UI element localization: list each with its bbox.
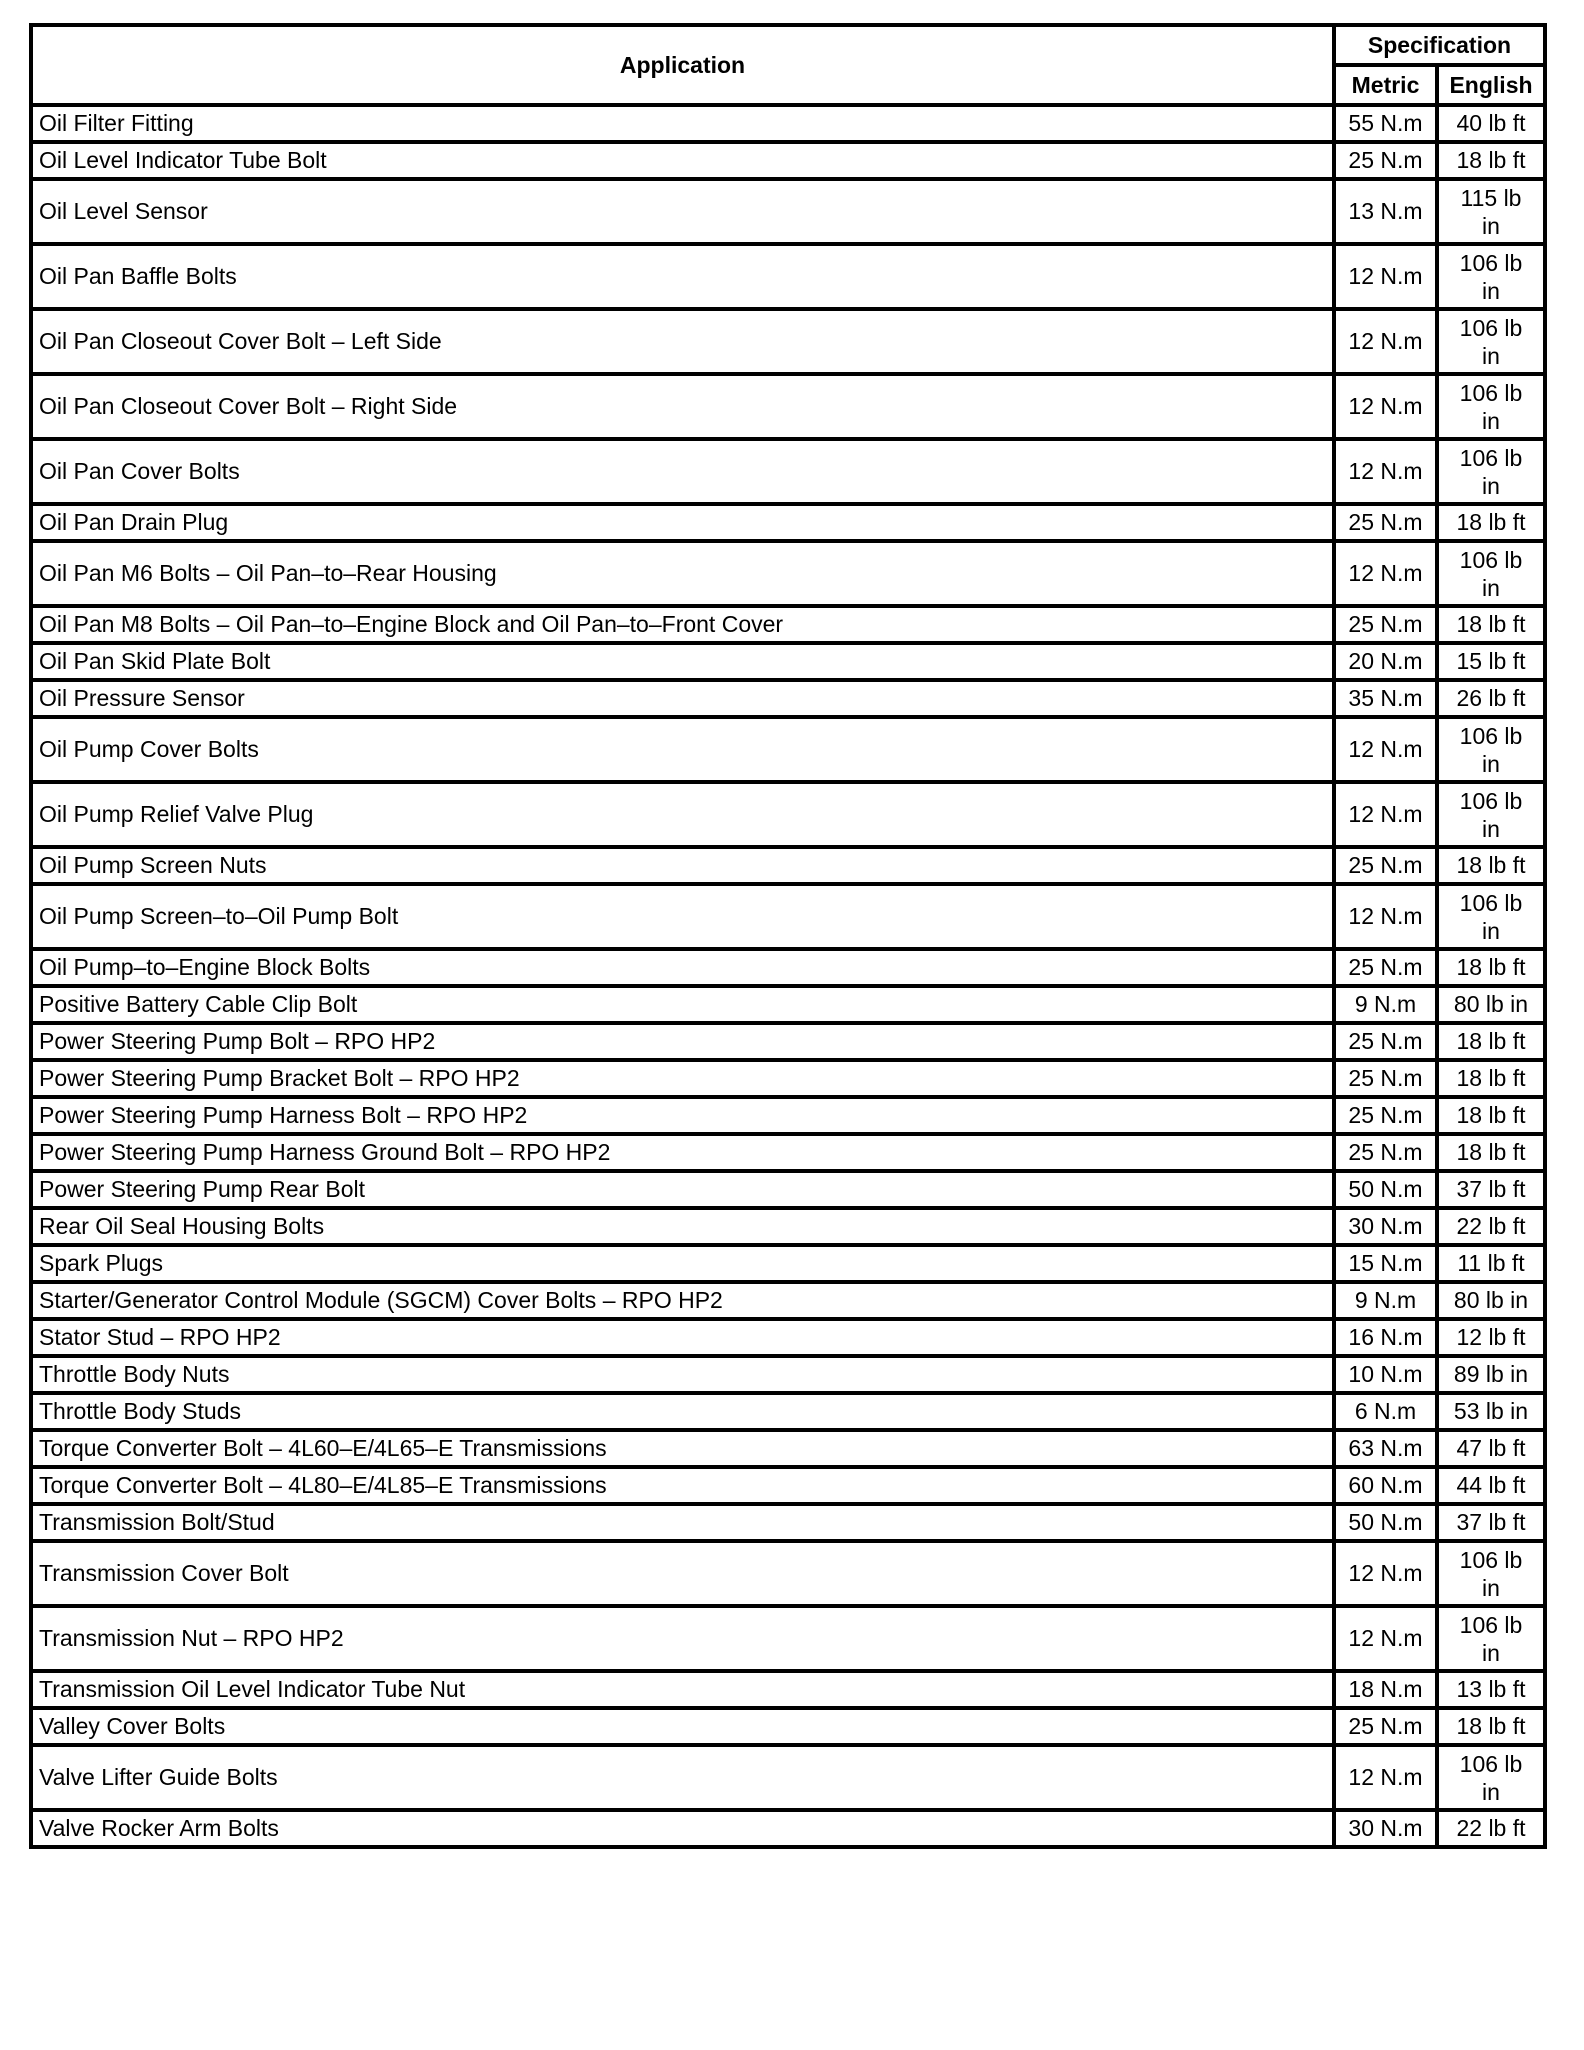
header-metric: Metric	[1334, 65, 1437, 105]
cell-text: 12 N.m	[1348, 560, 1423, 586]
torque-spec-table	[29, 23, 1547, 1849]
cell-text: 55 N.m	[1348, 110, 1423, 136]
cell-application	[31, 179, 1334, 244]
table-row	[31, 1671, 1545, 1708]
cell-text: Power Steering Pump Harness Bolt – RPO HP2	[39, 1102, 528, 1128]
cell-application	[31, 1023, 1334, 1060]
cell-text: 47 lb ft	[1456, 1435, 1526, 1461]
cell-application	[31, 717, 1334, 782]
cell-text: 25 N.m	[1348, 509, 1423, 535]
cell-english	[1437, 1208, 1545, 1245]
cell-application	[31, 1319, 1334, 1356]
cell-text: Transmission Cover Bolt	[39, 1560, 289, 1586]
cell-text: Valve Rocker Arm Bolts	[39, 1815, 279, 1841]
cell-text: 106 lb in	[1459, 1611, 1523, 1666]
cell-application	[31, 1467, 1334, 1504]
cell-text: Oil Pump Screen–to–Oil Pump Bolt	[39, 903, 399, 929]
cell-text: 30 N.m	[1348, 1815, 1423, 1841]
cell-metric	[1334, 504, 1437, 541]
cell-metric	[1334, 986, 1437, 1023]
cell-text: 12 N.m	[1348, 1625, 1423, 1651]
table-body	[31, 105, 1545, 1847]
cell-english	[1437, 1393, 1545, 1430]
cell-text: 40 lb ft	[1456, 110, 1526, 136]
cell-application	[31, 1708, 1334, 1745]
header-english: English	[1437, 65, 1545, 105]
table-row	[31, 1097, 1545, 1134]
cell-metric	[1334, 847, 1437, 884]
cell-metric	[1334, 541, 1437, 606]
cell-application	[31, 1430, 1334, 1467]
cell-application	[31, 1810, 1334, 1847]
cell-metric	[1334, 1430, 1437, 1467]
cell-metric	[1334, 606, 1437, 643]
table-row	[31, 717, 1545, 782]
cell-text: 106 lb in	[1459, 722, 1523, 777]
table-row	[31, 1208, 1545, 1245]
cell-metric	[1334, 1134, 1437, 1171]
table-row	[31, 1023, 1545, 1060]
cell-metric	[1334, 1745, 1437, 1810]
cell-text: 11 lb ft	[1457, 1250, 1525, 1276]
cell-application	[31, 439, 1334, 504]
cell-text: 106 lb in	[1459, 889, 1523, 944]
cell-english	[1437, 439, 1545, 504]
cell-metric	[1334, 1319, 1437, 1356]
table-row	[31, 1745, 1545, 1810]
cell-english	[1437, 606, 1545, 643]
cell-english	[1437, 1282, 1545, 1319]
cell-metric	[1334, 1393, 1437, 1430]
cell-english	[1437, 244, 1545, 309]
cell-text: 80 lb in	[1453, 1287, 1529, 1313]
cell-text: Torque Converter Bolt – 4L60–E/4L65–E Transmissions	[39, 1435, 607, 1461]
table-row	[31, 309, 1545, 374]
table-row	[31, 949, 1545, 986]
cell-metric	[1334, 105, 1437, 142]
table-row	[31, 244, 1545, 309]
cell-text: 106 lb in	[1459, 249, 1523, 304]
cell-application	[31, 105, 1334, 142]
cell-text: 18 lb ft	[1456, 147, 1526, 173]
cell-english	[1437, 1356, 1545, 1393]
cell-text: 18 lb ft	[1456, 954, 1526, 980]
cell-english	[1437, 504, 1545, 541]
cell-text: Throttle Body Studs	[39, 1398, 241, 1424]
cell-text: Power Steering Pump Harness Ground Bolt – RPO HP2	[39, 1139, 611, 1165]
cell-metric	[1334, 680, 1437, 717]
cell-text: 22 lb ft	[1456, 1213, 1526, 1239]
table-row	[31, 1504, 1545, 1541]
cell-metric	[1334, 643, 1437, 680]
cell-application	[31, 847, 1334, 884]
cell-metric	[1334, 782, 1437, 847]
cell-text: 15 lb ft	[1456, 648, 1526, 674]
table-row	[31, 541, 1545, 606]
table-row	[31, 606, 1545, 643]
cell-text: Oil Level Indicator Tube Bolt	[39, 147, 327, 173]
cell-text: 12 N.m	[1348, 328, 1423, 354]
cell-english	[1437, 1467, 1545, 1504]
cell-application	[31, 884, 1334, 949]
cell-english	[1437, 949, 1545, 986]
cell-application	[31, 1606, 1334, 1671]
cell-english	[1437, 142, 1545, 179]
cell-application	[31, 374, 1334, 439]
cell-text: 25 N.m	[1348, 1139, 1423, 1165]
table-row	[31, 680, 1545, 717]
cell-metric	[1334, 1810, 1437, 1847]
cell-text: Power Steering Pump Rear Bolt	[39, 1176, 365, 1202]
cell-metric	[1334, 1671, 1437, 1708]
cell-text: Oil Pan Cover Bolts	[39, 458, 240, 484]
table-row	[31, 1282, 1545, 1319]
table-row	[31, 1171, 1545, 1208]
cell-application	[31, 244, 1334, 309]
cell-text: Oil Pan M6 Bolts – Oil Pan–to–Rear Housing	[39, 560, 497, 586]
cell-text: 12 N.m	[1348, 1560, 1423, 1586]
cell-english	[1437, 643, 1545, 680]
cell-text: 10 N.m	[1348, 1361, 1423, 1387]
cell-text: Throttle Body Nuts	[39, 1361, 230, 1387]
cell-text: 60 N.m	[1348, 1472, 1423, 1498]
cell-text: 25 N.m	[1348, 1713, 1423, 1739]
cell-text: 16 N.m	[1348, 1324, 1423, 1350]
cell-text: 25 N.m	[1348, 611, 1423, 637]
cell-text: Oil Pump Cover Bolts	[39, 736, 259, 762]
cell-text: 106 lb in	[1459, 546, 1523, 601]
cell-text: 13 N.m	[1348, 198, 1423, 224]
cell-text: Transmission Oil Level Indicator Tube Nut	[39, 1676, 466, 1702]
cell-application	[31, 606, 1334, 643]
cell-english	[1437, 782, 1545, 847]
cell-text: Oil Pressure Sensor	[39, 685, 245, 711]
table-row	[31, 374, 1545, 439]
cell-english	[1437, 374, 1545, 439]
cell-text: Oil Pump Relief Valve Plug	[39, 801, 314, 827]
table-row	[31, 1134, 1545, 1171]
cell-text: 12 N.m	[1348, 801, 1423, 827]
cell-text: 106 lb in	[1459, 787, 1523, 842]
cell-text: Oil Pan Drain Plug	[39, 509, 229, 535]
cell-metric	[1334, 1504, 1437, 1541]
cell-application	[31, 1245, 1334, 1282]
cell-english	[1437, 541, 1545, 606]
cell-text: Oil Filter Fitting	[39, 110, 194, 136]
table-row	[31, 179, 1545, 244]
cell-english	[1437, 1606, 1545, 1671]
cell-application	[31, 1097, 1334, 1134]
cell-english	[1437, 1097, 1545, 1134]
cell-metric	[1334, 1097, 1437, 1134]
cell-metric	[1334, 1282, 1437, 1319]
cell-text: 12 lb ft	[1456, 1324, 1526, 1350]
cell-application	[31, 1208, 1334, 1245]
table-row	[31, 1356, 1545, 1393]
cell-application	[31, 1134, 1334, 1171]
cell-application	[31, 1541, 1334, 1606]
cell-metric	[1334, 1467, 1437, 1504]
cell-text: 18 lb ft	[1456, 509, 1526, 535]
cell-text: 13 lb ft	[1456, 1676, 1526, 1702]
cell-application	[31, 643, 1334, 680]
cell-text: 15 N.m	[1348, 1250, 1423, 1276]
cell-english	[1437, 179, 1545, 244]
cell-english	[1437, 1810, 1545, 1847]
cell-english	[1437, 309, 1545, 374]
table-row	[31, 1708, 1545, 1745]
cell-metric	[1334, 1541, 1437, 1606]
cell-english	[1437, 986, 1545, 1023]
cell-metric	[1334, 244, 1437, 309]
cell-text: 12 N.m	[1348, 263, 1423, 289]
cell-text: Oil Pump Screen Nuts	[39, 852, 267, 878]
cell-text: Transmission Bolt/Stud	[39, 1509, 275, 1535]
cell-text: 26 lb ft	[1456, 685, 1526, 711]
header-specification: Specification	[1334, 25, 1545, 65]
cell-text: Spark Plugs	[39, 1250, 164, 1276]
table-row	[31, 1430, 1545, 1467]
cell-application	[31, 1671, 1334, 1708]
cell-text: Stator Stud – RPO HP2	[39, 1324, 281, 1350]
cell-text: 106 lb in	[1459, 1546, 1523, 1601]
cell-text: 30 N.m	[1348, 1213, 1423, 1239]
cell-metric	[1334, 309, 1437, 374]
cell-metric	[1334, 439, 1437, 504]
table-row	[31, 504, 1545, 541]
cell-text: 50 N.m	[1348, 1176, 1423, 1202]
cell-text: 12 N.m	[1348, 903, 1423, 929]
cell-text: Oil Pump–to–Engine Block Bolts	[39, 954, 371, 980]
cell-text: 20 N.m	[1348, 648, 1423, 674]
cell-text: 6 N.m	[1354, 1398, 1417, 1424]
header-application: Application	[31, 25, 1334, 105]
cell-english	[1437, 1708, 1545, 1745]
cell-english	[1437, 1671, 1545, 1708]
cell-english	[1437, 1171, 1545, 1208]
cell-text: 18 lb ft	[1456, 1028, 1526, 1054]
cell-text: Oil Pan Baffle Bolts	[39, 263, 237, 289]
cell-english	[1437, 1430, 1545, 1467]
cell-text: 115 lb in	[1460, 184, 1522, 239]
cell-metric	[1334, 1606, 1437, 1671]
table-row	[31, 1319, 1545, 1356]
cell-english	[1437, 1245, 1545, 1282]
table-row	[31, 1245, 1545, 1282]
table-row	[31, 986, 1545, 1023]
cell-metric	[1334, 179, 1437, 244]
cell-english	[1437, 1541, 1545, 1606]
cell-text: Power Steering Pump Bracket Bolt – RPO HP2	[39, 1065, 520, 1091]
cell-text: 63 N.m	[1348, 1435, 1423, 1461]
cell-text: 18 lb ft	[1456, 1139, 1526, 1165]
table-row	[31, 1393, 1545, 1430]
table-row	[31, 1810, 1545, 1847]
cell-metric	[1334, 884, 1437, 949]
cell-text: Positive Battery Cable Clip Bolt	[39, 991, 358, 1017]
cell-text: Oil Pan Closeout Cover Bolt – Left Side	[39, 328, 442, 354]
cell-text: 37 lb ft	[1456, 1509, 1526, 1535]
cell-text: Torque Converter Bolt – 4L80–E/4L85–E Transmissions	[39, 1472, 607, 1498]
cell-text: 18 lb ft	[1456, 1713, 1526, 1739]
cell-application	[31, 1745, 1334, 1810]
cell-english	[1437, 1023, 1545, 1060]
cell-text: Transmission Nut – RPO HP2	[39, 1625, 344, 1651]
cell-application	[31, 1393, 1334, 1430]
cell-text: 22 lb ft	[1456, 1815, 1526, 1841]
cell-application	[31, 1504, 1334, 1541]
cell-english	[1437, 1060, 1545, 1097]
cell-text: 18 N.m	[1348, 1676, 1423, 1702]
cell-text: 25 N.m	[1348, 147, 1423, 173]
cell-text: 9 N.m	[1354, 1287, 1417, 1313]
cell-metric	[1334, 1245, 1437, 1282]
cell-metric	[1334, 1060, 1437, 1097]
cell-application	[31, 949, 1334, 986]
cell-text: 25 N.m	[1348, 1028, 1423, 1054]
cell-text: 18 lb ft	[1456, 1065, 1526, 1091]
cell-text: 53 lb in	[1453, 1398, 1529, 1424]
cell-text: 89 lb in	[1453, 1361, 1529, 1387]
cell-text: Valve Lifter Guide Bolts	[39, 1764, 278, 1790]
table-row	[31, 439, 1545, 504]
cell-english	[1437, 105, 1545, 142]
cell-text: 37 lb ft	[1456, 1176, 1526, 1202]
cell-text: Oil Pan Skid Plate Bolt	[39, 648, 271, 674]
cell-application	[31, 541, 1334, 606]
table-row	[31, 1606, 1545, 1671]
cell-metric	[1334, 1208, 1437, 1245]
cell-english	[1437, 884, 1545, 949]
cell-application	[31, 782, 1334, 847]
cell-text: 106 lb in	[1459, 314, 1523, 369]
cell-text: 12 N.m	[1348, 393, 1423, 419]
cell-text: Starter/Generator Control Module (SGCM) Cover Bolts – RPO HP2	[39, 1287, 723, 1313]
cell-english	[1437, 1134, 1545, 1171]
cell-text: 106 lb in	[1459, 444, 1523, 499]
cell-application	[31, 1356, 1334, 1393]
cell-text: 12 N.m	[1348, 736, 1423, 762]
cell-application	[31, 142, 1334, 179]
table-row	[31, 1060, 1545, 1097]
cell-text: 12 N.m	[1348, 1764, 1423, 1790]
cell-metric	[1334, 1171, 1437, 1208]
cell-application	[31, 504, 1334, 541]
cell-metric	[1334, 1023, 1437, 1060]
table-row	[31, 847, 1545, 884]
cell-text: Rear Oil Seal Housing Bolts	[39, 1213, 325, 1239]
table-row	[31, 1541, 1545, 1606]
cell-metric	[1334, 1708, 1437, 1745]
table-row	[31, 782, 1545, 847]
cell-text: 25 N.m	[1348, 1065, 1423, 1091]
cell-application	[31, 1060, 1334, 1097]
cell-english	[1437, 1319, 1545, 1356]
cell-text: 9 N.m	[1354, 991, 1417, 1017]
cell-text: 18 lb ft	[1456, 1102, 1526, 1128]
cell-metric	[1334, 142, 1437, 179]
cell-english	[1437, 717, 1545, 782]
cell-text: Oil Pan Closeout Cover Bolt – Right Side	[39, 393, 458, 419]
cell-text: Oil Pan M8 Bolts – Oil Pan–to–Engine Block and Oil Pan–to–Front Cover	[39, 611, 784, 637]
table-row	[31, 142, 1545, 179]
cell-text: 25 N.m	[1348, 852, 1423, 878]
cell-text: 106 lb in	[1459, 379, 1523, 434]
cell-text: 44 lb ft	[1456, 1472, 1526, 1498]
table-row	[31, 1467, 1545, 1504]
cell-metric	[1334, 949, 1437, 986]
table-row	[31, 643, 1545, 680]
cell-text: 12 N.m	[1348, 458, 1423, 484]
cell-metric	[1334, 374, 1437, 439]
cell-text: 25 N.m	[1348, 954, 1423, 980]
cell-application	[31, 986, 1334, 1023]
cell-text: 18 lb ft	[1456, 852, 1526, 878]
cell-text: 25 N.m	[1348, 1102, 1423, 1128]
cell-application	[31, 1171, 1334, 1208]
cell-application	[31, 1282, 1334, 1319]
cell-metric	[1334, 1356, 1437, 1393]
cell-text: 106 lb in	[1459, 1750, 1523, 1805]
table-row	[31, 105, 1545, 142]
cell-text: 50 N.m	[1348, 1509, 1423, 1535]
cell-text: 35 N.m	[1348, 685, 1423, 711]
cell-text: 80 lb in	[1453, 991, 1529, 1017]
cell-text: Oil Level Sensor	[39, 198, 208, 224]
cell-english	[1437, 847, 1545, 884]
cell-text: Valley Cover Bolts	[39, 1713, 226, 1739]
cell-text: 18 lb ft	[1456, 611, 1526, 637]
cell-english	[1437, 1745, 1545, 1810]
cell-metric	[1334, 717, 1437, 782]
cell-application	[31, 680, 1334, 717]
cell-application	[31, 309, 1334, 374]
table-row	[31, 884, 1545, 949]
cell-english	[1437, 680, 1545, 717]
cell-english	[1437, 1504, 1545, 1541]
cell-text: Power Steering Pump Bolt – RPO HP2	[39, 1028, 436, 1054]
